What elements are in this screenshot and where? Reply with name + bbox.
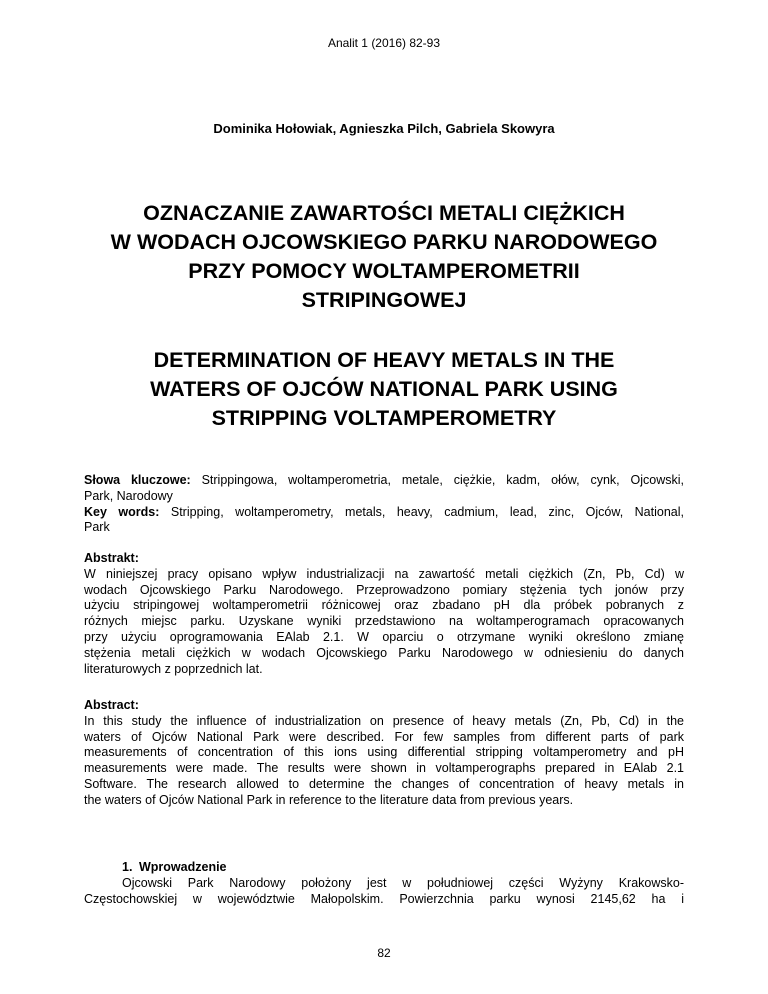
section-title: Wprowadzenie (139, 860, 227, 874)
abstract-line: the waters of Ojców National Park in reference to the literature data from previous years. (84, 792, 574, 807)
abstract-line: measurements were made. The results were shown in voltamperographs prepared in EAlab 2.1 (84, 761, 684, 776)
title-en-line: DETERMINATION OF HEAVY METALS IN THE (153, 348, 615, 372)
title-pl-line: PRZY POMOCY WOLTAMPEROMETRII (188, 259, 580, 283)
keywords-pl-text: Strippingowa, woltamperometria, metale, ciężkie, kadm, ołów, cynk, Ojcowski, (190, 473, 684, 487)
title-en-line: WATERS OF OJCÓW NATIONAL PARK USING (150, 377, 618, 401)
intro-line: Ojcowski Park Narodowy położony jest w południowej części Wyżyny Krakowsko- (122, 876, 684, 890)
section-number: 1. (122, 860, 133, 874)
intro-line: Częstochowskiej w województwie Małopolskim. Powierzchnia parku wynosi 2145,62 ha i (84, 891, 684, 906)
keywords-pl-line (84, 473, 684, 489)
abstrakt-polish (84, 551, 684, 677)
title-en-line: STRIPPING VOLTAMPEROMETRY (211, 406, 557, 430)
keywords-block (84, 473, 684, 536)
abstract-line: measurements of concentration of this ions using differential stripping voltamperometry and pH (84, 745, 684, 760)
abstrakt-line: W niniejszej pracy opisano wpływ industrializacji na zawartość metali ciężkich (Zn, Pb, Cd) w (84, 566, 684, 581)
abstrakt-line: przy użyciu oprogramowania EAlab 2.1. W oparciu o otrzymane wyniki określono zmianę (84, 629, 684, 644)
keywords-pl-label: Słowa kluczowe: (84, 473, 191, 487)
abstract-english (84, 698, 684, 809)
keywords-en-label: Key words: (84, 504, 160, 519)
keywords-en-line: Park (84, 520, 110, 535)
title-pl-line: W WODACH OJCOWSKIEGO PARKU NARODOWEGO (110, 230, 658, 254)
abstrakt-line: użyciu stripingowej woltamperometrii różnicowej oraz zbadano pH dla próbek pobranych z (84, 598, 684, 613)
abstrakt-line: wodach Ojcowskiego Parku Narodowego. Przeprowadzono pomiary stężenia tych jonów przy (84, 582, 684, 597)
abstract-line: waters of Ojców National Park were described. For few samples from different parts of park (84, 729, 684, 744)
page-number: 82 (377, 946, 391, 960)
abstrakt-line: literaturowych z poprzednich lat. (84, 661, 263, 676)
journal-citation: Analit 1 (2016) 82-93 (327, 36, 441, 50)
keywords-pl-line: Park, Narodowy (84, 488, 173, 503)
abstrakt-label: Abstrakt: (84, 551, 139, 565)
abstrakt-line: stężenia metali ciężkich w wodach Ojcowskiego Parku Narodowego w odniesieniu do danych (84, 645, 684, 660)
title-english (80, 346, 688, 433)
abstrakt-line: różnych miejsc parku. Uzyskane wyniki przedstawiono na woltamperogramach opracowanych (84, 614, 684, 629)
title-pl-line: OZNACZANIE ZAWARTOŚCI METALI CIĘŻKICH (143, 201, 625, 225)
abstract-line: In this study the influence of industrialization on presence of heavy metals (Zn, Pb, Cd) in the (84, 713, 684, 728)
introduction-paragraph (84, 876, 684, 908)
section-heading-introduction (122, 860, 227, 874)
abstract-line: Software. The research allowed to determine the changes of concentration of heavy metals in (84, 776, 684, 791)
title-pl-line: STRIPINGOWEJ (301, 288, 467, 312)
keywords-en-line (84, 505, 684, 521)
title-polish (80, 199, 688, 315)
keywords-en-text: Stripping, woltamperometry, metals, heavy, cadmium, lead, zinc, Ojców, National, (159, 504, 684, 519)
abstract-label: Abstract: (84, 698, 139, 712)
authors: Dominika Hołowiak, Agnieszka Pilch, Gabriela Skowyra (213, 121, 555, 136)
